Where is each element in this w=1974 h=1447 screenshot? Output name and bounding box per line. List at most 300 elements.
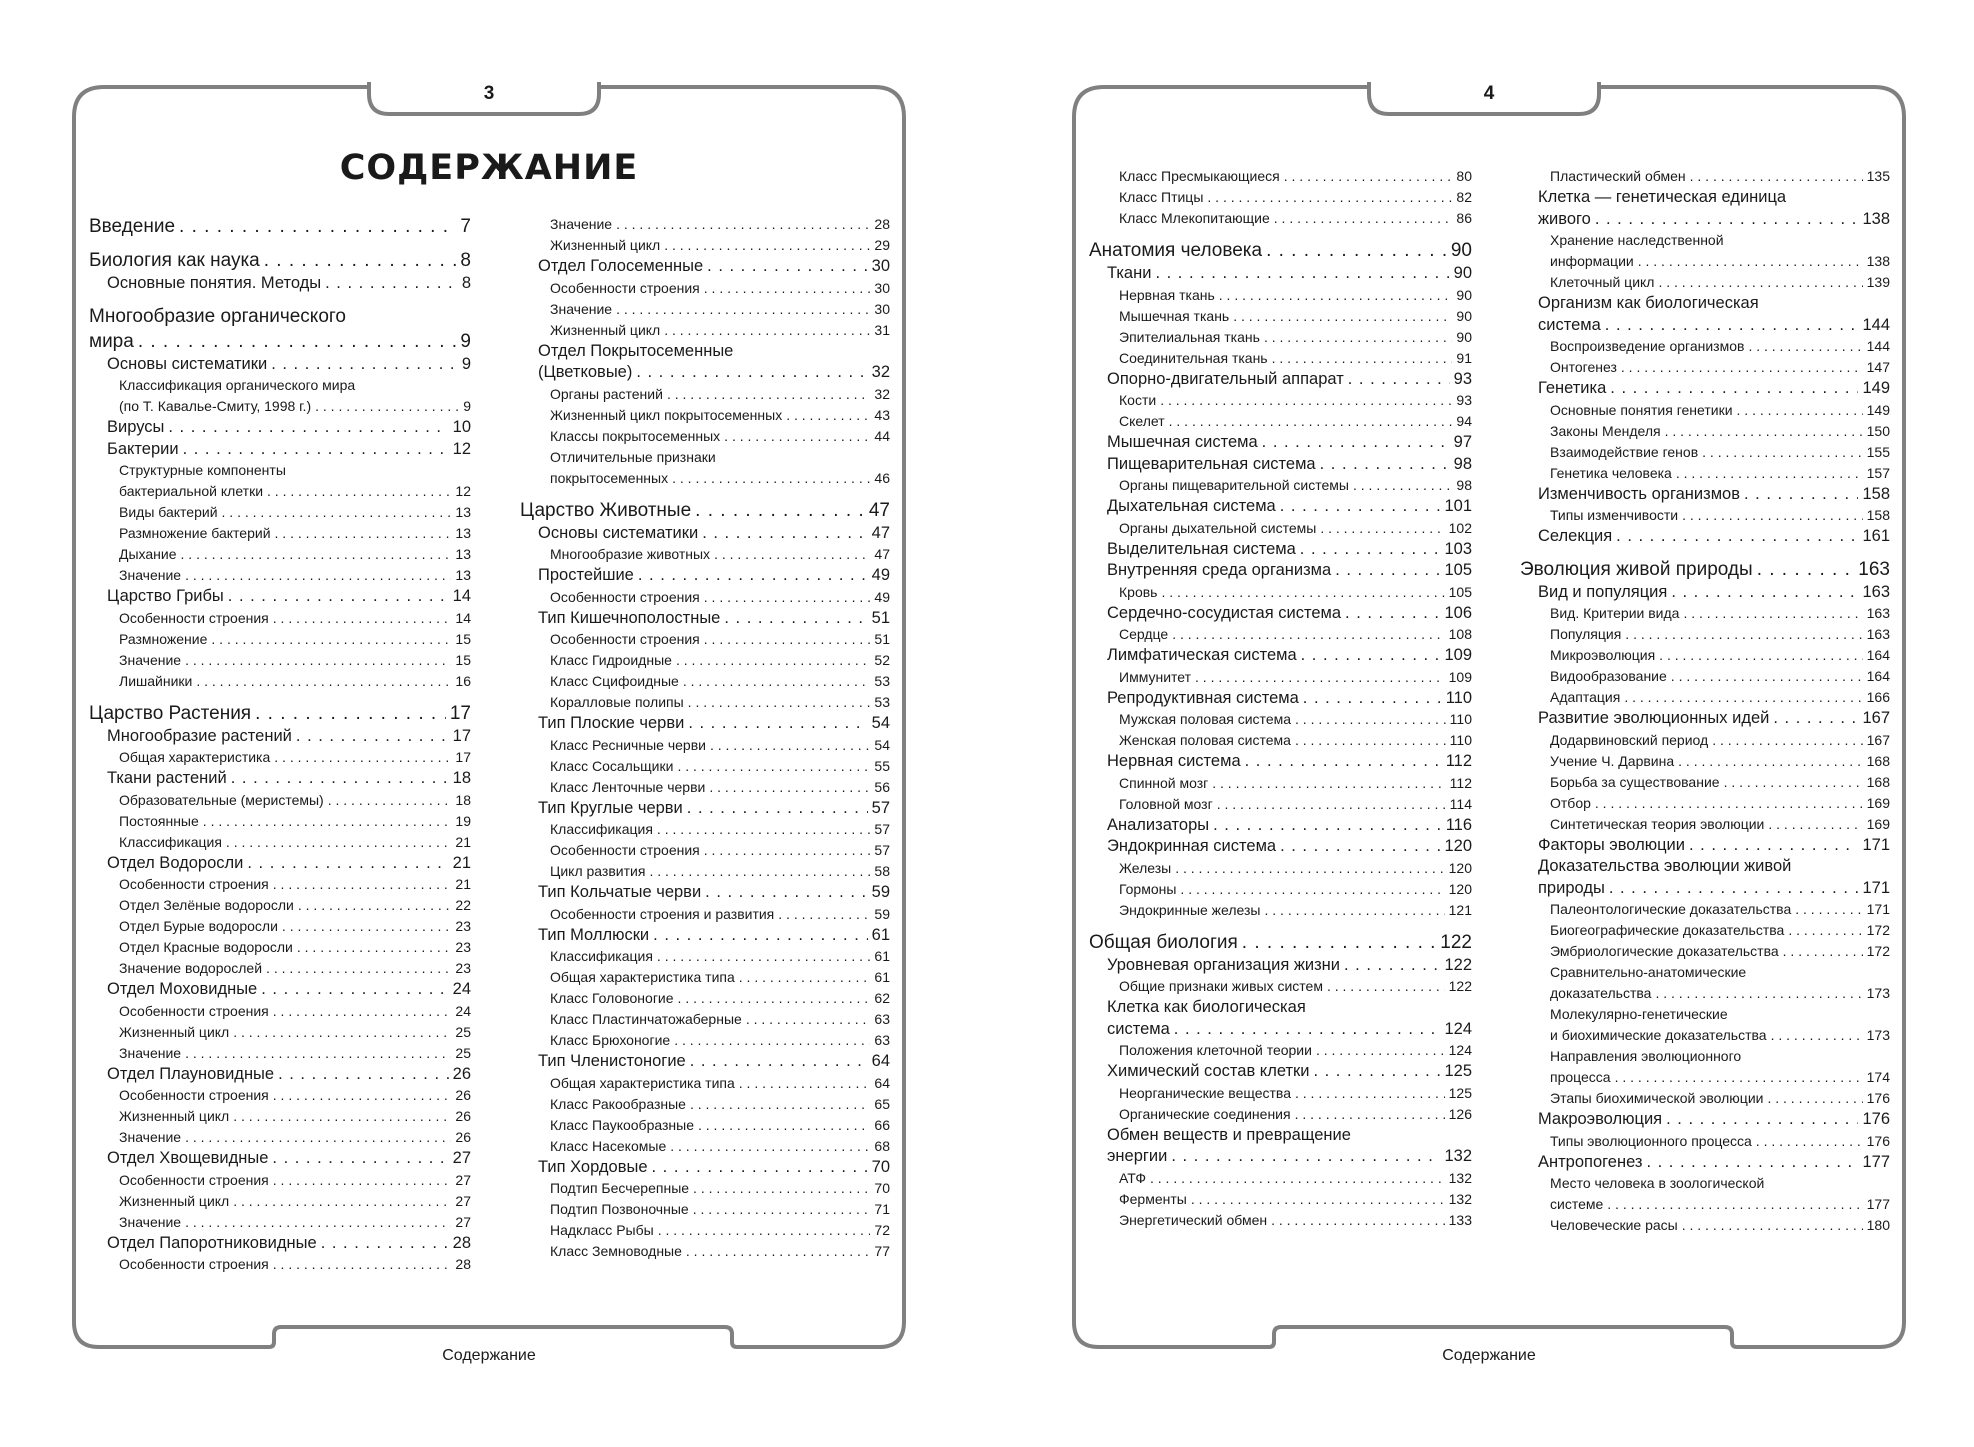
- toc-entry-title: Общая характеристика типа: [550, 1074, 735, 1091]
- dot-leader: [1169, 411, 1453, 432]
- dot-leader: [282, 916, 452, 937]
- toc-entry-page: 30: [871, 257, 890, 275]
- toc-entry: [1089, 432, 1472, 454]
- toc-entry: [1089, 166, 1472, 187]
- toc-entry-title: Класс Ракообразные: [550, 1095, 686, 1112]
- toc-entry: [1520, 463, 1890, 484]
- toc-entry-page: 54: [871, 714, 890, 732]
- toc-entry-title: Железы: [1119, 859, 1172, 876]
- toc-entry-page: 32: [874, 385, 890, 402]
- toc-entry: [1089, 187, 1472, 208]
- toc-entry-page: 58: [874, 863, 890, 879]
- toc-entry-title: Отдел Водоросли: [107, 853, 244, 872]
- toc-entry: [1520, 899, 1890, 920]
- toc-entry-title: Кости: [1119, 392, 1157, 408]
- dot-leader: [1320, 454, 1450, 476]
- toc-entry: [89, 853, 471, 875]
- toc-entry-page: 27: [455, 1213, 471, 1230]
- toc-entry-title: Отдел Плауновидные: [107, 1064, 275, 1083]
- toc-entry-page: 110: [1445, 688, 1472, 707]
- toc-entry-title: Генетика человека: [1550, 464, 1672, 481]
- toc-entry: [89, 768, 471, 790]
- toc-entry: [1089, 475, 1472, 496]
- toc-entry: [89, 460, 471, 481]
- toc-entry-page: 70: [874, 1180, 890, 1196]
- dot-leader: [278, 1064, 449, 1086]
- toc-entry-page: 163: [1858, 558, 1890, 580]
- toc-entry-page: 10: [452, 418, 471, 436]
- toc-entry-page: 158: [1866, 507, 1890, 523]
- toc-entry-title: Химический состав клетки: [1107, 1062, 1310, 1080]
- toc-entry-title: Организм как биологическая: [1538, 294, 1759, 312]
- dot-leader: [688, 692, 871, 713]
- toc-entry: [89, 329, 471, 354]
- toc-entry: [520, 1136, 890, 1157]
- toc-entry-page: 21: [455, 833, 471, 850]
- toc-entry-page: 51: [871, 608, 890, 627]
- toc-entry-title: Дыхание: [119, 546, 177, 562]
- toc-entry-title: Факторы эволюции: [1538, 835, 1685, 854]
- toc-entry-page: 28: [452, 1233, 471, 1252]
- dot-leader: [693, 1199, 871, 1220]
- toc-entry-title: Видообразование: [1550, 668, 1667, 684]
- toc-entry-page: 97: [1453, 433, 1472, 451]
- toc-entry-page: 59: [874, 905, 890, 922]
- toc-entry: [520, 713, 890, 735]
- toc-entry-page: 161: [1862, 527, 1890, 545]
- toc-entry-title: Жизненный цикл покрытосеменных: [550, 406, 783, 423]
- toc-entry-page: 52: [874, 652, 890, 668]
- toc-entry-title: Ткани растений: [107, 769, 227, 787]
- toc-entry-page: 47: [871, 523, 890, 542]
- dot-leader: [138, 329, 457, 354]
- toc-entry-title: Тип Круглые черви: [538, 798, 683, 817]
- toc-entry-title: Основы систематики: [107, 354, 268, 373]
- toc-entry-title: доказательства: [1550, 985, 1652, 1001]
- dot-leader: [1771, 1025, 1863, 1046]
- toc-entry-title: Антропогенез: [1538, 1152, 1643, 1171]
- toc-entry: [520, 1051, 890, 1073]
- toc-entry: [1089, 858, 1472, 879]
- toc-entry-title: Класс Птицы: [1119, 189, 1204, 205]
- dot-leader: [1160, 390, 1452, 411]
- toc-entry-page: 59: [871, 883, 890, 901]
- toc-entry: [89, 1212, 471, 1233]
- toc-entry: [1089, 997, 1472, 1019]
- dot-leader: [652, 1157, 868, 1179]
- toc-entry-title: Надкласс Рыбы: [550, 1222, 654, 1238]
- footer-title: Содержание: [1442, 1347, 1536, 1364]
- dot-leader: [181, 544, 452, 565]
- dot-leader: [296, 726, 449, 748]
- toc-entry: [1520, 230, 1890, 251]
- dot-leader: [1217, 794, 1446, 815]
- toc-entry: [520, 256, 890, 278]
- toc-entry-page: 120: [1444, 837, 1472, 855]
- toc-entry-page: 150: [1866, 422, 1890, 439]
- toc-entry: [89, 214, 471, 239]
- toc-entry: [89, 1254, 471, 1275]
- dot-leader: [1345, 603, 1440, 625]
- toc-entry-page: 19: [455, 812, 471, 829]
- dot-leader: [705, 882, 867, 904]
- toc-entry: [1089, 539, 1472, 561]
- toc-entry-title: Скелет: [1119, 413, 1165, 429]
- toc-entry-title: Человеческие расы: [1550, 1217, 1678, 1233]
- toc-entry: [89, 671, 471, 692]
- toc-entry-title: Тип Кольчатые черви: [538, 883, 702, 901]
- toc-entry: [1089, 327, 1472, 348]
- toc-entry: [520, 1178, 890, 1199]
- toc-entry: [89, 916, 471, 937]
- toc-entry: [520, 1073, 890, 1094]
- toc-entry-title: (по Т. Кавалье-Смиту, 1998 г.): [119, 398, 312, 414]
- toc-entry-page: 17: [455, 749, 471, 765]
- toc-entry: [1520, 400, 1890, 421]
- dot-leader: [695, 498, 865, 523]
- toc-entry-title: Особенности строения: [550, 588, 700, 605]
- toc-entry: [1089, 518, 1472, 539]
- toc-entry: [520, 671, 890, 692]
- toc-entry-page: 91: [1456, 349, 1472, 366]
- toc-entry: [520, 299, 890, 320]
- dot-leader: [1671, 666, 1863, 687]
- toc-entry: [89, 874, 471, 895]
- toc-entry-title: Отбор: [1550, 794, 1591, 811]
- toc-entry-title: Учение Ч. Дарвина: [1550, 752, 1675, 769]
- dot-leader: [702, 523, 867, 545]
- toc-entry: [89, 1001, 471, 1022]
- toc-entry-title: Жизненный цикл: [119, 1192, 230, 1209]
- toc-entry-page: 132: [1448, 1190, 1472, 1207]
- toc-entry: [1089, 688, 1472, 710]
- toc-entry-page: 70: [871, 1157, 890, 1176]
- toc-entry-title: Бактерии: [107, 439, 179, 458]
- dot-leader: [1191, 1189, 1445, 1210]
- toc-entry-title: Селекция: [1538, 527, 1613, 545]
- toc-entry-title: Тип Плоские черви: [538, 714, 685, 732]
- toc-entry-title: Особенности строения: [119, 1256, 269, 1272]
- toc-entry-page: 18: [455, 791, 471, 808]
- toc-entry-title: Отдел Голосеменные: [538, 257, 704, 275]
- toc-entry-title: Особенности строения: [550, 279, 700, 296]
- dot-leader: [185, 565, 451, 586]
- toc-entry: [1089, 238, 1472, 263]
- toc-entry-page: 167: [1862, 709, 1890, 727]
- toc-entry-title: Типы изменчивости: [1550, 507, 1679, 523]
- toc-entry-title: Общая характеристика типа: [550, 969, 735, 985]
- toc-entry-page: 17: [452, 726, 471, 745]
- toc-entry-page: 24: [452, 980, 471, 998]
- dot-leader: [233, 1022, 451, 1043]
- dot-leader: [1344, 955, 1440, 977]
- toc-entry-page: 93: [1456, 392, 1472, 408]
- toc-entry-title: энергии: [1107, 1147, 1168, 1165]
- toc-entry-page: 14: [452, 587, 471, 605]
- dot-leader: [233, 1191, 451, 1212]
- dot-leader: [1348, 369, 1450, 391]
- toc-entry-title: Простейшие: [538, 566, 634, 584]
- dot-leader: [1207, 187, 1452, 208]
- toc-entry-page: 126: [1448, 1105, 1472, 1122]
- dot-leader: [786, 405, 870, 426]
- toc-entry-page: 125: [1448, 1084, 1472, 1101]
- toc-entry-title: Органические соединения: [1119, 1105, 1291, 1122]
- toc-entry-page: 176: [1862, 1110, 1890, 1128]
- toc-entry: [520, 278, 890, 299]
- dot-leader: [674, 1030, 870, 1051]
- toc-entry-page: 30: [874, 300, 890, 317]
- dot-leader: [687, 798, 868, 820]
- toc-entry-title: Царство Растения: [89, 702, 252, 724]
- dot-leader: [678, 988, 871, 1009]
- toc-entry: [520, 565, 890, 587]
- dot-leader: [315, 396, 459, 417]
- toc-entry: [89, 1170, 471, 1191]
- dot-leader: [1262, 432, 1450, 454]
- dot-leader: [1748, 336, 1862, 357]
- toc-entry: [89, 790, 471, 811]
- toc-entry-title: Сравнительно-анатомические: [1550, 964, 1747, 980]
- dot-leader: [690, 1051, 868, 1073]
- toc-entry-page: 144: [1866, 338, 1890, 354]
- toc-entry: [520, 544, 890, 565]
- dot-leader: [1605, 315, 1859, 337]
- dot-leader: [273, 608, 452, 629]
- toc-entry: [520, 1241, 890, 1262]
- dot-leader: [1773, 708, 1858, 730]
- toc-column-2: [520, 214, 890, 1262]
- dot-leader: [658, 1220, 871, 1241]
- dot-leader: [274, 747, 451, 768]
- toc-entry-title: Класс Ленточные черви: [550, 778, 706, 795]
- toc-entry-title: Репродуктивная система: [1107, 688, 1299, 707]
- toc-entry-title: Головной мозг: [1119, 795, 1213, 812]
- toc-entry-title: Класс Брюхоногие: [550, 1032, 671, 1048]
- dot-leader: [231, 768, 449, 790]
- toc-entry-title: Класс Пресмыкающиеся: [1119, 168, 1280, 184]
- toc-entry: [520, 214, 890, 235]
- toc-column-1: [89, 214, 471, 1275]
- toc-entry-page: 116: [1445, 815, 1472, 834]
- toc-entry: [1520, 708, 1890, 730]
- toc-entry: [1520, 1194, 1890, 1215]
- dot-leader: [1161, 582, 1444, 603]
- toc-entry-title: Клетка как биологическая: [1107, 998, 1306, 1016]
- toc-entry-page: 172: [1866, 922, 1890, 938]
- toc-entry-title: живого: [1538, 209, 1591, 228]
- toc-entry-title: Сердце: [1119, 626, 1169, 642]
- toc-entry: [520, 988, 890, 1009]
- toc-entry-page: 57: [874, 842, 890, 858]
- toc-entry-title: Направления эволюционного: [1550, 1048, 1742, 1064]
- toc-entry-page: 21: [455, 876, 471, 892]
- dot-leader: [1155, 263, 1449, 285]
- toc-entry-title: Молекулярно-генетические: [1550, 1006, 1728, 1022]
- dot-leader: [255, 701, 446, 726]
- toc-entry-title: Цикл развития: [550, 863, 646, 879]
- toc-entry: [1520, 251, 1890, 272]
- dot-leader: [179, 214, 456, 239]
- toc-entry-page: 23: [455, 960, 471, 976]
- toc-entry-title: Особенности строения: [550, 842, 700, 858]
- dot-leader: [1271, 1210, 1445, 1231]
- toc-entry-title: Особенности строения: [119, 1002, 269, 1019]
- toc-entry-title: Отдел Красные водоросли: [119, 939, 293, 955]
- toc-entry: [1520, 1109, 1890, 1131]
- toc-entry: [89, 895, 471, 916]
- toc-entry-title: Жизненный цикл: [550, 321, 661, 338]
- toc-entry: [1520, 557, 1890, 582]
- toc-entry-page: 7: [460, 216, 471, 237]
- dot-leader: [185, 1212, 451, 1233]
- toc-entry-title: Размножение: [119, 630, 208, 647]
- toc-entry: [1089, 667, 1472, 688]
- toc-entry-title: Взаимодействие генов: [1550, 443, 1699, 460]
- toc-entry-page: 94: [1456, 413, 1472, 429]
- toc-entry-title: Этапы биохимической эволюции: [1550, 1090, 1764, 1106]
- toc-entry-title: Особенности строения: [119, 1171, 269, 1188]
- toc-entry-page: 18: [452, 769, 471, 787]
- toc-entry-title: Вид и популяция: [1538, 582, 1668, 601]
- toc-entry: [1089, 624, 1472, 645]
- dot-leader: [1327, 976, 1445, 997]
- toc-entry-title: Гормоны: [1119, 880, 1177, 897]
- toc-entry: [1520, 962, 1890, 983]
- toc-entry-title: процесса: [1550, 1069, 1611, 1085]
- toc-entry-title: Опорно-двигательный аппарат: [1107, 369, 1344, 388]
- dot-leader: [1316, 1040, 1445, 1061]
- dot-leader: [273, 1254, 452, 1275]
- dot-leader: [704, 587, 871, 608]
- toc-entry-title: Класс Сосальщики: [550, 757, 674, 774]
- dot-leader: [1767, 1088, 1862, 1109]
- toc-entry: [1089, 496, 1472, 518]
- toc-entry-title: Место человека в зоологической: [1550, 1175, 1765, 1191]
- dot-leader: [683, 671, 871, 692]
- toc-entry-page: 63: [874, 1032, 890, 1048]
- toc-entry: [520, 861, 890, 882]
- toc-entry-title: Органы растений: [550, 385, 663, 402]
- toc-entry-page: 110: [1449, 711, 1472, 727]
- toc-entry: [1520, 1046, 1890, 1067]
- toc-entry-page: 57: [874, 821, 890, 837]
- toc-entry-page: 167: [1866, 731, 1890, 748]
- toc-entry-title: мира: [89, 330, 134, 352]
- dot-leader: [1756, 1131, 1863, 1152]
- toc-entry-page: 176: [1866, 1090, 1890, 1106]
- toc-entry-page: 80: [1456, 168, 1472, 184]
- dot-leader: [1621, 357, 1863, 378]
- toc-entry-page: 13: [455, 504, 471, 520]
- toc-entry: [1520, 835, 1890, 857]
- toc-entry: [1089, 208, 1472, 229]
- toc-entry: [89, 417, 471, 439]
- toc-entry-page: 13: [455, 546, 471, 562]
- dot-leader: [667, 384, 870, 405]
- dot-leader: [1744, 484, 1858, 506]
- dot-leader: [1280, 496, 1441, 518]
- dot-leader: [1757, 557, 1855, 582]
- toc-entry: [1520, 751, 1890, 772]
- toc-entry-page: 112: [1445, 752, 1472, 770]
- toc-entry: [1520, 166, 1890, 187]
- dot-leader: [714, 544, 870, 565]
- toc-column-2: [1520, 166, 1890, 1236]
- dot-leader: [698, 1115, 870, 1136]
- dot-leader: [325, 273, 458, 295]
- toc-entry: [520, 426, 890, 447]
- dot-leader: [1335, 560, 1440, 582]
- dot-leader: [746, 1009, 871, 1030]
- toc-entry-page: 21: [452, 853, 471, 872]
- toc-entry: [1520, 941, 1890, 962]
- dot-leader: [185, 1127, 451, 1148]
- toc-entry-title: Клеточный цикл: [1550, 274, 1655, 290]
- toc-entry-title: Борьба за существование: [1550, 773, 1720, 790]
- toc-entry: [89, 439, 471, 461]
- toc-entry-title: Вирусы: [107, 418, 165, 436]
- toc-entry-page: 22: [455, 897, 471, 913]
- dot-leader: [1676, 463, 1863, 484]
- toc-entry-page: 62: [874, 990, 890, 1006]
- toc-entry-title: Макроэволюция: [1538, 1110, 1663, 1128]
- page-number: 4: [1483, 83, 1495, 104]
- toc-entry-title: Тип Кишечнополостные: [538, 608, 721, 627]
- toc-entry: [1089, 369, 1472, 391]
- toc-entry: [89, 1191, 471, 1212]
- toc-entry-page: 171: [1862, 878, 1890, 897]
- toc-entry-title: Виды бактерий: [119, 504, 218, 520]
- toc-entry-page: 172: [1866, 943, 1890, 959]
- toc-entry: [1089, 773, 1472, 794]
- toc-entry-page: 173: [1866, 1027, 1890, 1043]
- toc-entry-title: Спинной мозг: [1119, 774, 1209, 791]
- dot-leader: [1233, 306, 1452, 327]
- toc-entry-title: Развитие эволюционных идей: [1538, 709, 1770, 727]
- dot-leader: [1180, 879, 1444, 900]
- toc-entry-page: 28: [874, 216, 890, 232]
- toc-entry-title: Классификация: [119, 833, 222, 850]
- toc-entry-page: 61: [874, 948, 890, 964]
- toc-entry-title: и биохимические доказательства: [1550, 1027, 1767, 1043]
- toc-entry-page: 29: [874, 237, 890, 253]
- dot-leader: [1624, 687, 1862, 708]
- toc-entry-page: 9: [461, 354, 471, 373]
- toc-entry: [1089, 306, 1472, 327]
- dot-leader: [1213, 815, 1442, 837]
- dot-leader: [1609, 878, 1859, 900]
- toc-entry-page: 8: [460, 250, 471, 271]
- dot-leader: [670, 1136, 870, 1157]
- dot-leader: [676, 650, 870, 671]
- toc-entry-title: Эволюция живой природы: [1520, 558, 1753, 580]
- toc-entry-page: 147: [1866, 359, 1890, 375]
- toc-entry: [1520, 920, 1890, 941]
- toc-entry-title: Коралловые полипы: [550, 694, 684, 710]
- dot-leader: [321, 1233, 449, 1255]
- toc-entry-page: 169: [1866, 815, 1890, 832]
- toc-entry-page: 103: [1444, 539, 1472, 558]
- toc-entry-page: 64: [871, 1052, 890, 1070]
- toc-entry-page: 102: [1448, 519, 1472, 536]
- dot-leader: [1171, 1146, 1440, 1168]
- toc-entry-title: Царство Животные: [520, 499, 692, 521]
- toc-entry-title: Палеонтологические доказательства: [1550, 901, 1792, 917]
- toc-entry-page: 66: [874, 1116, 890, 1133]
- toc-entry-title: Общая биология: [1089, 931, 1238, 953]
- toc-entry-page: 173: [1866, 985, 1890, 1001]
